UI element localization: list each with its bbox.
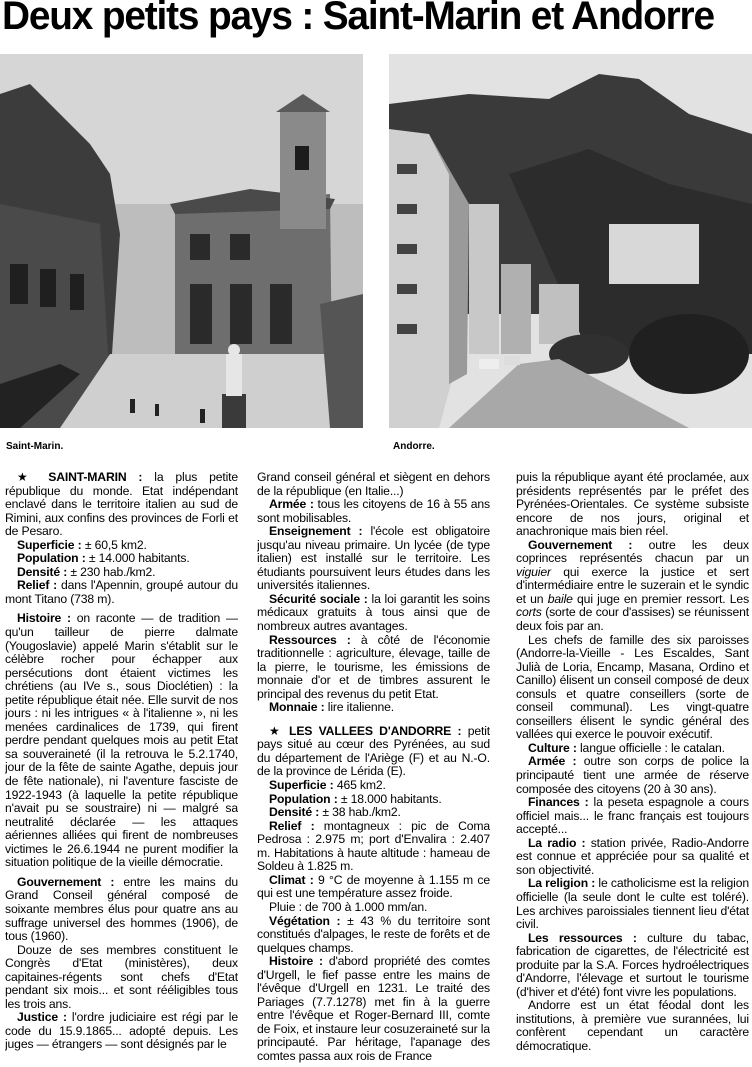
andorra-photo — [389, 54, 752, 428]
section-text: outre les deux coprinces représentés chacun par un — [516, 537, 749, 566]
stat-label: Climat : — [269, 872, 314, 887]
section-text: station privée, Radio-Andorre est connue et appréciée pour sa qualité et son objectivité. — [516, 835, 749, 877]
stat-label: Densité : — [17, 564, 68, 579]
section-label: Sécurité sociale : — [269, 591, 368, 606]
column-1 — [5, 471, 238, 1065]
star-icon: ★ — [269, 723, 283, 738]
section-label: Culture : — [528, 740, 577, 755]
andorra-caption: Andorre. — [393, 441, 435, 452]
san-marino-intro-text: la plus petite république du monde. Etat indépendant enclavé dans le territoire italien au sud de Rimini, aux confins des provinces de Forli et de Pesaro. — [5, 471, 238, 539]
san-marino-caption: Saint-Marin. — [6, 441, 64, 452]
stat-value: ± 60,5 km2. — [81, 537, 147, 552]
monnaie-paragraph — [257, 701, 490, 715]
continuation-paragraph: puis la république ayant été proclamée, aux présidents représentés par le préfet des Pyrénées-Orientales. Ce système subsiste encore de nos jours, original et anachronique mais bien réel. — [516, 471, 749, 539]
stat-value: ± 18.000 habitants. — [337, 791, 442, 806]
enseignement-paragraph — [257, 525, 490, 593]
term-corts: corts — [516, 605, 542, 620]
stat-superficie — [257, 779, 490, 793]
stat-population — [257, 793, 490, 807]
section-text: outre son corps de police la principauté tient une armée de réserve composée des citoyens (20 à 30 ans). — [516, 754, 749, 796]
section-label: Enseignement : — [269, 524, 363, 539]
stat-label: Densité : — [269, 805, 320, 820]
section-label: La radio : — [528, 835, 586, 850]
ressources-paragraph — [257, 634, 490, 702]
paroisses-paragraph: Les chefs de famille des six paroisses (Andorre-la-Vieille - Les Escaldes, Sant Julià de Loria, Encamp, Masana, Ordino et Canillo) élisent un conseil composé de deux consuls et quatre conseillers (sorte de conseil communal). Les vingt-quatre conseillers élisent le syndic général des vallées qui exerce le pouvoir exécutif. — [516, 632, 749, 742]
section-text: l'école est obligatoire jusqu'au niveau primaire. Un lycée (de type italien) est installé sur le territoire. Les étudiants poursuivent leurs études dans les universités italiennes. — [257, 524, 490, 593]
stat-value: 465 km2. — [333, 778, 386, 793]
stat-relief — [257, 820, 490, 874]
stat-label: Relief : — [269, 818, 315, 833]
san-marino-intro — [5, 471, 238, 539]
stat-label: Population : — [17, 551, 86, 566]
section-text: culture du tabac, fabrication de cigarettes, de l'électricité est produite par la S.A. Forces hydroélectriques d'Andorre, l'élevage et surtout le tourisme (d'hiver et d'été) font vivre les populations. — [516, 930, 749, 999]
stat-superficie — [5, 539, 238, 553]
section-label: Les ressources : — [528, 930, 637, 945]
section-label: Monnaie : — [269, 700, 325, 715]
section-text: à côté de l'économie traditionnelle : agriculture, élevage, taille de la pierre, le tourisme, les émissions de monnaie d'or et de timbres assurent le principal des revenus du petit Etat. — [257, 632, 490, 701]
section-text: d'abord propriété des comtes d'Urgell, le fief passe entre les mains de l'évêque d'Urgell en 1231. Le traité des Pariages (7.7.1278) met fin à la guerre entre l'évêque et Roger-Bernard III, comte de Foix, et instaure leur cosuzeraineté sur la principauté. Par héritage, l'apanage des comtes passa aux rois de France — [257, 954, 490, 1063]
section-text: qui juge en premier ressort. Les — [572, 591, 749, 606]
continuation-paragraph: Grand conseil général et siègent en dehors de la république (en Italie...) — [257, 471, 490, 498]
histoire-paragraph — [5, 612, 238, 869]
stat-vegetation — [257, 915, 490, 956]
section-label: Gouvernement : — [528, 537, 633, 552]
section-label: Justice : — [17, 1010, 67, 1025]
section-label: Finances : — [528, 795, 589, 810]
section-text: la loi garantit les soins médicaux gratuits à tous ainsi que de nombreux autres avantages. — [257, 591, 490, 634]
stat-label: Superficie : — [17, 537, 82, 552]
stat-label: Superficie : — [269, 778, 334, 793]
stat-value: dans l'Apennin, groupé autour du mont Titano (738 m). — [5, 578, 238, 606]
term-baile: baile — [547, 591, 573, 606]
stat-densite — [5, 566, 238, 580]
section-text: on raconte — de tradition — qu'un tailleur de pierre dalmate (Yougoslavie) appelé Marin s'établit sur le célèbre rocher pour échapper aux persécutions dont étaient victimes les chrétiens (au IVe s., sous Dioclétien) : la petite république était née. Elle survit de nos jours : ni les intrigues « à l'italienne », ni les menées cardinalices de 1739, qui firent perdre pendant quelques mois au petit Etat sa souveraineté (il la retrouva le 5.2.1740, jour de la fête de sainte Agathe, depuis jour de fête nationale), ni l'aventure fasciste de 1922-1943 (à laquelle la petite république n'avait pu se soustraire) ni — malgré sa neutralité déclarée — les attaques aériennes alliées qui firent de nombreuses victimes le 26.6.1944 ne purent modifier la situation politique de la vieille démocratie. — [5, 611, 238, 870]
stat-relief — [5, 579, 238, 606]
andorra-intro-text: petit pays situé au cœur des Pyrénées, au sud du département de l'Ariège (F) et au N.-O. de la province de Lérida (E). — [257, 723, 490, 779]
armee-paragraph — [257, 498, 490, 525]
section-text: l'ordre judiciaire est régi par le code du 15.9.1865... adopté depuis. Les juges — étrangers — sont désignés par le — [5, 1010, 238, 1052]
stat-label: Population : — [269, 791, 338, 806]
gouvernement-paragraph — [516, 539, 749, 634]
section-label: La religion : — [528, 876, 596, 891]
section-text: langue officielle : le catalan. — [576, 740, 725, 755]
armee-paragraph — [516, 755, 749, 796]
section-label: Histoire : — [269, 954, 323, 969]
column-2 — [257, 471, 490, 1065]
ressources-paragraph — [516, 932, 749, 1000]
star-icon: ★ — [17, 471, 37, 484]
section-text: lire italienne. — [324, 700, 394, 715]
section-text: le catholicisme est la religion officielle (la seule dont le culte est toléré). Les archives paroissiales tiennent lieu d'état civil. — [516, 876, 749, 932]
term-viguier: viguier — [516, 564, 551, 579]
section-label: Armée : — [528, 754, 577, 769]
stat-label: Végétation : — [269, 913, 341, 928]
culture-paragraph — [516, 742, 749, 756]
andorra-intro — [257, 725, 490, 779]
stat-densite — [257, 806, 490, 820]
securite-paragraph — [257, 593, 490, 634]
section-text: la peseta espagnole a cours officiel mais... le franc français est toujours accepté... — [516, 795, 749, 837]
stat-climat — [257, 874, 490, 901]
stat-population — [5, 552, 238, 566]
section-text: entre les mains du Grand Conseil général composé de soixante membres élus pour quatre ans au suffrage universel des hommes (1906), de tous (1960). — [5, 874, 238, 944]
san-marino-heading: SAINT-MARIN : — [48, 471, 143, 484]
stat-value: ± 38 hab./km2. — [319, 805, 401, 820]
section-label: Histoire : — [17, 611, 71, 626]
histoire-paragraph — [257, 955, 490, 1063]
andorra-heading: LES VALLEES D'ANDORRE : — [289, 723, 462, 738]
section-text: tous les citoyens de 16 à 55 ans sont mobilisables. — [257, 497, 490, 525]
finances-paragraph — [516, 796, 749, 837]
conclusion-paragraph: Andorre est un état féodal dont les institutions, à première vue surannées, lui confèrent cependant un caractère démocratique. — [516, 998, 749, 1053]
column-3 — [516, 471, 749, 1065]
religion-paragraph — [516, 877, 749, 931]
stat-value: ± 43 % du territoire sont constitués d'alpages, le reste de forêts et de quelques champs. — [257, 913, 490, 955]
section-label: Gouvernement : — [17, 874, 115, 889]
gouvernement-paragraph — [5, 876, 238, 944]
stat-value: 9 °C de moyenne à 1.155 m ce qui est une température assez froide. — [257, 872, 490, 901]
page-title: Deux petits pays : Saint-Marin et Andorre — [2, 0, 714, 38]
justice-paragraph — [5, 1011, 238, 1052]
stat-value: ± 14.000 habitants. — [85, 551, 190, 566]
stat-label: Relief : — [17, 578, 58, 593]
section-text: (sorte de cour d'assises) se réunissent deux fois par an. — [516, 605, 749, 634]
section-text: qui exerce la justice et sert d'intermédiaire entre le suzerain et le syndic et un — [516, 564, 749, 606]
gouvernement-paragraph-2: Douze de ses membres constituent le Congrès d'Etat (ministères), deux capitaines-régents sont chefs d'Etat pendant six mois... et sont rééligibles tous les trois ans. — [5, 942, 238, 1011]
section-label: Armée : — [269, 497, 314, 512]
san-marino-photo — [0, 54, 363, 428]
stat-value: ± 230 hab./km2. — [67, 564, 156, 579]
radio-paragraph — [516, 837, 749, 878]
stat-pluie: Pluie : de 700 à 1.000 mm/an. — [269, 899, 428, 914]
section-label: Ressources : — [269, 632, 351, 647]
stat-value: montagneux : pic de Coma Pedrosa : 2.975 m; port d'Envalira : 2.407 m. Habitations à haute altitude : hameau de Soldeu à 1.825 m. — [257, 818, 490, 874]
